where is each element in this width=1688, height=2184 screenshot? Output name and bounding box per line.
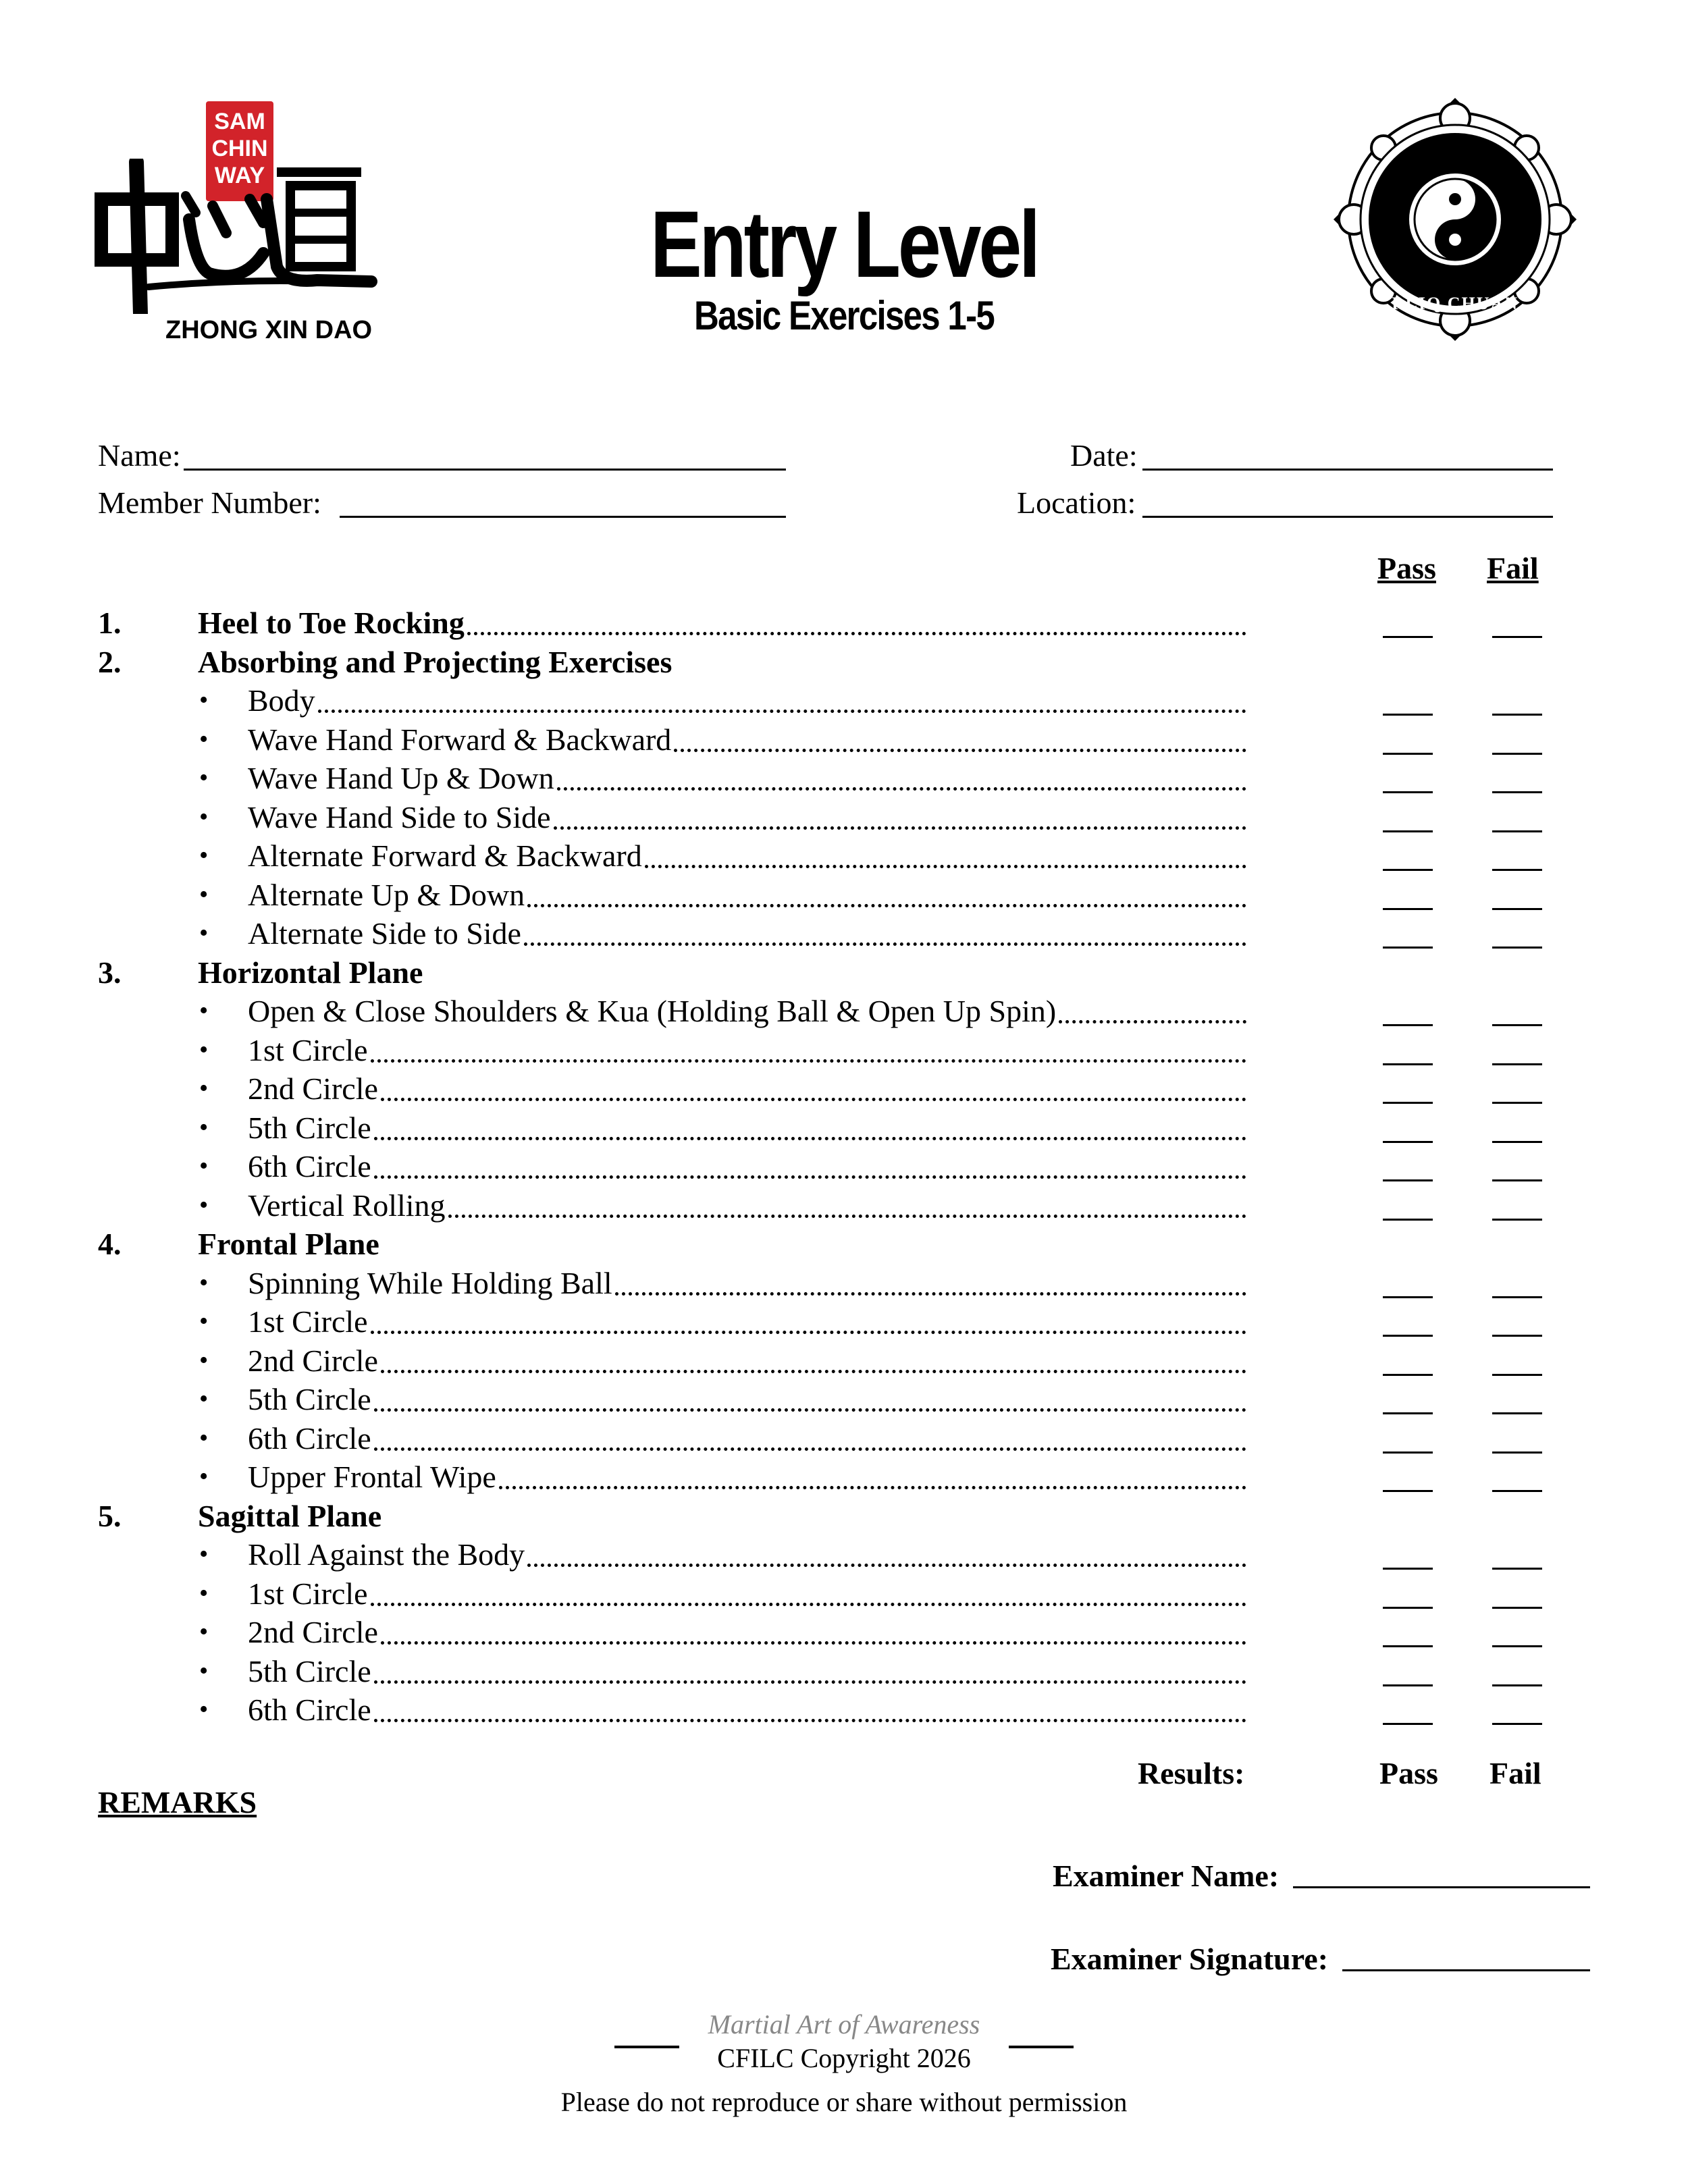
exercise-label: Alternate Up & Down xyxy=(248,877,525,912)
pass-blank[interactable] xyxy=(1383,1102,1433,1104)
dot-leader xyxy=(448,1215,1246,1218)
exercise-label: 5th Circle xyxy=(248,1653,371,1688)
exercise-item xyxy=(0,1576,1688,1614)
exercise-item xyxy=(0,760,1688,798)
bullet-icon: • xyxy=(199,880,209,909)
exercise-item xyxy=(0,799,1688,837)
dot-leader xyxy=(371,1603,1246,1606)
bullet-icon: • xyxy=(199,919,209,947)
fail-blank[interactable] xyxy=(1492,1374,1542,1376)
page-title: Entry Level xyxy=(650,191,1038,297)
section-title: Heel to Toe Rocking xyxy=(198,606,465,640)
exercise-item xyxy=(0,1265,1688,1303)
bullet-icon: • xyxy=(199,1656,209,1685)
badge-line-2: CHIN xyxy=(211,136,268,161)
zhong-xin-dao-text: ZHONG XIN DAO xyxy=(165,316,373,344)
exercise-item xyxy=(0,877,1688,915)
dot-leader xyxy=(674,749,1246,752)
fail-blank[interactable] xyxy=(1492,791,1542,793)
bullet-icon: • xyxy=(199,1307,209,1335)
section-title: Frontal Plane xyxy=(198,1227,379,1261)
member-number-field[interactable] xyxy=(340,516,786,518)
dot-leader xyxy=(557,787,1246,791)
pass-blank[interactable] xyxy=(1383,1723,1433,1725)
fail-blank[interactable] xyxy=(1492,1102,1542,1104)
examiner-name-label: Examiner Name: xyxy=(1053,1859,1280,1893)
fail-blank[interactable] xyxy=(1492,1723,1542,1725)
exercise-label: 2nd Circle xyxy=(248,1071,378,1106)
name-label: Name: xyxy=(98,438,181,473)
dot-leader xyxy=(1059,1020,1246,1023)
pass-blank[interactable] xyxy=(1383,1490,1433,1492)
fail-blank[interactable] xyxy=(1492,753,1542,755)
section-number: 3. xyxy=(98,955,122,990)
bullet-icon: • xyxy=(199,764,209,792)
exercise-label: Wave Hand Forward & Backward xyxy=(248,722,672,757)
pass-blank[interactable] xyxy=(1383,1335,1433,1337)
exercise-label: 6th Circle xyxy=(248,1149,371,1183)
exercise-item xyxy=(0,1343,1688,1381)
dot-leader xyxy=(645,865,1246,868)
bullet-icon: • xyxy=(199,1268,209,1297)
fail-blank[interactable] xyxy=(1492,908,1542,910)
bullet-icon: • xyxy=(199,996,209,1025)
fail-blank[interactable] xyxy=(1492,1568,1542,1570)
fail-blank[interactable] xyxy=(1492,1645,1542,1647)
section-title: Horizontal Plane xyxy=(198,955,423,990)
exercise-label: Roll Against the Body xyxy=(248,1537,525,1572)
dot-leader xyxy=(374,1447,1246,1451)
exercise-item xyxy=(0,1304,1688,1341)
exercise-label: 5th Circle xyxy=(248,1110,371,1145)
exercise-label: 2nd Circle xyxy=(248,1343,378,1378)
bullet-icon: • xyxy=(199,1578,209,1607)
results-label: Results: xyxy=(1138,1756,1245,1790)
section-row xyxy=(0,1498,1688,1536)
bullet-icon: • xyxy=(199,724,209,753)
footer-copyright: CFILC Copyright 2026 xyxy=(717,2043,971,2073)
exercise-item xyxy=(0,915,1688,953)
location-label: Location: xyxy=(1017,485,1136,520)
section-row xyxy=(0,955,1688,992)
dot-leader xyxy=(524,942,1246,946)
exercise-label: Body xyxy=(248,683,315,718)
exercise-label: 5th Circle xyxy=(248,1382,371,1416)
fail-blank[interactable] xyxy=(1492,947,1542,949)
bullet-icon: • xyxy=(199,686,209,714)
exercise-item xyxy=(0,1420,1688,1458)
bullet-icon: • xyxy=(199,841,209,870)
page-subtitle: Basic Exercises 1-5 xyxy=(693,293,995,338)
pass-blank[interactable] xyxy=(1383,908,1433,910)
section-number: 4. xyxy=(98,1227,122,1261)
dot-leader xyxy=(381,1641,1246,1645)
bullet-icon: • xyxy=(199,1423,209,1452)
fail-blank[interactable] xyxy=(1492,636,1542,638)
dot-leader xyxy=(374,1719,1246,1722)
exercise-label: 2nd Circle xyxy=(248,1615,378,1649)
pass-blank[interactable] xyxy=(1383,714,1433,716)
bullet-icon: • xyxy=(199,1618,209,1646)
section-number: 1. xyxy=(98,606,122,640)
exercise-item xyxy=(0,1188,1688,1225)
bullet-icon: • xyxy=(199,1346,209,1375)
dot-leader xyxy=(374,1137,1246,1140)
fail-blank[interactable] xyxy=(1492,1451,1542,1454)
footer-notice: Please do not reproduce or share without permission xyxy=(560,2087,1128,2117)
section-number: 5. xyxy=(98,1498,122,1533)
bullet-icon: • xyxy=(199,1035,209,1064)
date-label: Date: xyxy=(1070,438,1138,473)
badge-line-1: SAM xyxy=(214,109,265,134)
pass-blank[interactable] xyxy=(1383,1374,1433,1376)
dot-leader xyxy=(371,1059,1246,1063)
pass-blank[interactable] xyxy=(1383,1645,1433,1647)
dot-leader xyxy=(381,1370,1246,1373)
exercise-label: Alternate Forward & Backward xyxy=(248,838,642,873)
fail-blank[interactable] xyxy=(1492,1179,1542,1181)
member-number-label: Member Number: xyxy=(98,485,321,520)
dot-leader xyxy=(374,1408,1246,1412)
exercise-label: 1st Circle xyxy=(248,1576,368,1611)
pass-blank[interactable] xyxy=(1383,869,1433,871)
exercise-item xyxy=(0,1537,1688,1574)
pass-blank[interactable] xyxy=(1383,1063,1433,1065)
examiner-signature-label: Examiner Signature: xyxy=(1051,1942,1329,1976)
exercise-label: 6th Circle xyxy=(248,1420,371,1456)
pass-blank[interactable] xyxy=(1383,1179,1433,1181)
pass-blank[interactable] xyxy=(1383,830,1433,832)
fail-blank[interactable] xyxy=(1492,1024,1542,1026)
fail-blank[interactable] xyxy=(1492,1412,1542,1414)
exercise-label: Open & Close Shoulders & Kua (Holding Ball & Open Up Spin) xyxy=(248,994,1057,1028)
badge-line-3: WAY xyxy=(214,163,265,188)
pass-blank[interactable] xyxy=(1383,1607,1433,1609)
dot-leader xyxy=(499,1486,1246,1489)
fail-blank[interactable] xyxy=(1492,714,1542,716)
exercise-item xyxy=(0,1110,1688,1148)
dot-leader xyxy=(371,1331,1246,1334)
section-number: 2. xyxy=(98,644,122,679)
dot-leader xyxy=(374,1175,1246,1179)
bullet-icon: • xyxy=(199,1113,209,1142)
emblem-text: I LIQ CHUAN xyxy=(1391,294,1519,313)
exercise-label: 1st Circle xyxy=(248,1032,368,1067)
exercise-item xyxy=(0,1653,1688,1691)
dot-leader xyxy=(381,1098,1246,1101)
fail-blank[interactable] xyxy=(1492,1063,1542,1065)
dot-leader xyxy=(374,1680,1246,1684)
exercise-item xyxy=(0,683,1688,720)
bullet-icon: • xyxy=(199,1074,209,1102)
pass-blank[interactable] xyxy=(1383,753,1433,755)
exercise-label: Spinning While Holding Ball xyxy=(248,1265,612,1300)
results-pass[interactable]: Pass xyxy=(1379,1756,1438,1790)
fail-blank[interactable] xyxy=(1492,1684,1542,1686)
fail-blank[interactable] xyxy=(1492,1607,1542,1609)
section-row xyxy=(0,644,1688,682)
exercise-label: Vertical Rolling xyxy=(248,1188,446,1223)
exercise-label: Wave Hand Side to Side xyxy=(248,799,551,834)
dot-leader xyxy=(615,1292,1246,1296)
exercise-label: Upper Frontal Wipe xyxy=(248,1460,496,1494)
bullet-icon: • xyxy=(199,1152,209,1180)
name-field[interactable] xyxy=(184,469,786,471)
dot-leader xyxy=(527,1564,1246,1567)
exercise-label: Alternate Side to Side xyxy=(248,916,521,951)
fail-blank[interactable] xyxy=(1492,1219,1542,1221)
exercise-label: Wave Hand Up & Down xyxy=(248,761,554,795)
exercise-item xyxy=(0,1032,1688,1070)
dot-leader xyxy=(527,904,1246,907)
dot-leader xyxy=(467,632,1246,635)
fail-blank[interactable] xyxy=(1492,1296,1542,1298)
bullet-icon: • xyxy=(199,1385,209,1413)
pass-blank[interactable] xyxy=(1383,791,1433,793)
remarks-heading: REMARKS xyxy=(98,1785,257,1819)
fail-blank[interactable] xyxy=(1492,1490,1542,1492)
bullet-icon: • xyxy=(199,1695,209,1724)
fail-blank[interactable] xyxy=(1492,1335,1542,1337)
exercise-item xyxy=(0,1692,1688,1730)
pass-blank[interactable] xyxy=(1383,1296,1433,1298)
bullet-icon: • xyxy=(199,1190,209,1219)
bullet-icon: • xyxy=(199,802,209,831)
pass-blank[interactable] xyxy=(1383,1219,1433,1221)
exercise-item xyxy=(0,722,1688,760)
section-title: Absorbing and Projecting Exercises xyxy=(198,644,672,679)
fail-blank[interactable] xyxy=(1492,869,1542,871)
fail-blank[interactable] xyxy=(1492,830,1542,832)
section-title: Sagittal Plane xyxy=(198,1498,382,1533)
pass-blank[interactable] xyxy=(1383,1568,1433,1570)
dot-leader xyxy=(318,710,1246,713)
pass-blank[interactable] xyxy=(1383,1451,1433,1454)
pass-blank[interactable] xyxy=(1383,1412,1433,1414)
exercise-item xyxy=(0,1071,1688,1109)
exercise-label: 1st Circle xyxy=(248,1304,368,1339)
exercise-item xyxy=(0,1148,1688,1186)
pass-blank[interactable] xyxy=(1383,1024,1433,1026)
exercise-item xyxy=(0,1614,1688,1652)
section-row xyxy=(0,605,1688,643)
pass-column-header: Pass xyxy=(1377,551,1436,585)
results-fail[interactable]: Fail xyxy=(1489,1756,1541,1790)
exercise-item xyxy=(0,838,1688,876)
exercise-item xyxy=(0,993,1688,1031)
footer-tagline: Martial Art of Awareness xyxy=(708,2009,980,2040)
exercise-item xyxy=(0,1381,1688,1419)
exercise-label: 6th Circle xyxy=(248,1693,371,1727)
bullet-icon: • xyxy=(199,1462,209,1491)
section-row xyxy=(0,1226,1688,1264)
fail-blank[interactable] xyxy=(1492,1141,1542,1143)
examiner-name-field[interactable] xyxy=(1293,1886,1590,1888)
pass-blank[interactable] xyxy=(1383,636,1433,638)
date-field[interactable] xyxy=(1142,469,1553,471)
location-field[interactable] xyxy=(1142,516,1553,518)
pass-blank[interactable] xyxy=(1383,1141,1433,1143)
pass-blank[interactable] xyxy=(1383,947,1433,949)
bullet-icon: • xyxy=(199,1540,209,1568)
fail-column-header: Fail xyxy=(1487,551,1539,585)
examiner-signature-field[interactable] xyxy=(1342,1969,1590,1971)
pass-blank[interactable] xyxy=(1383,1684,1433,1686)
dot-leader xyxy=(554,826,1246,830)
exercise-item xyxy=(0,1459,1688,1497)
